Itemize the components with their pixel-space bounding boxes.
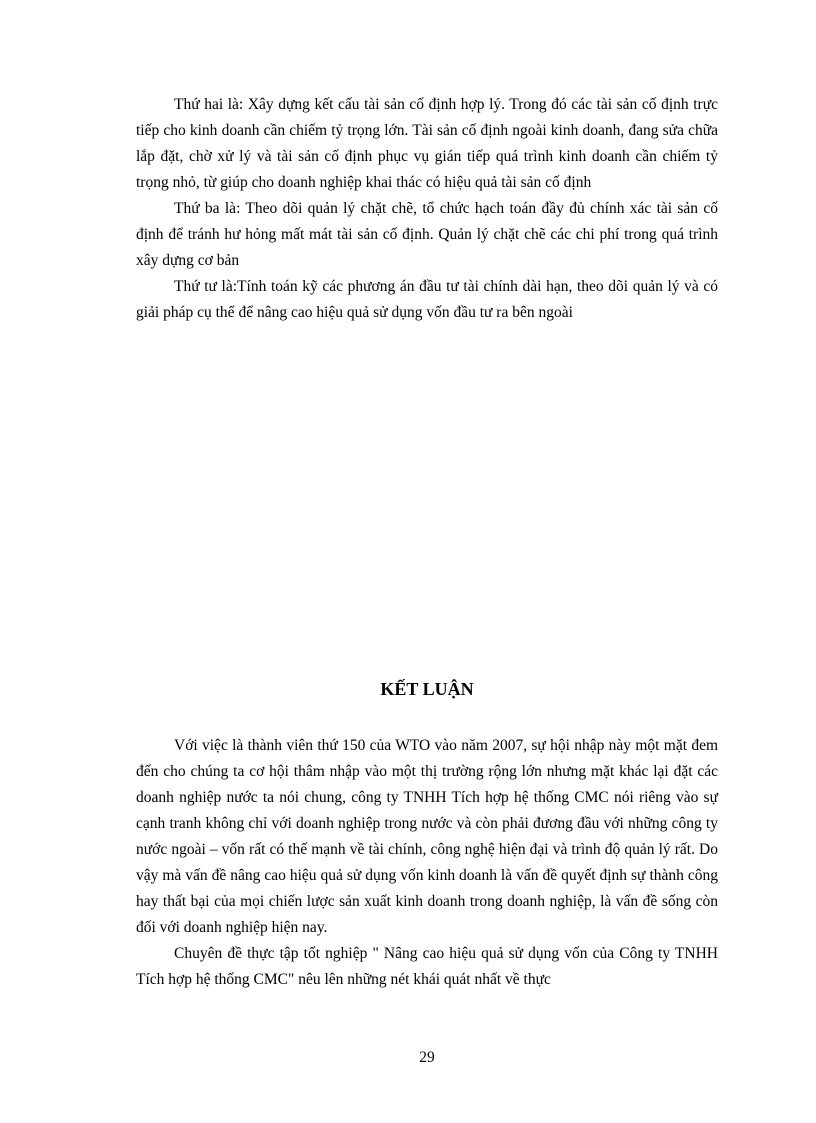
section-heading-ket-luan: KẾT LUẬN: [380, 679, 474, 699]
body-text-top: [136, 92, 718, 326]
body-text-conclusion: [136, 733, 718, 993]
paragraph-thu-tu: Thứ tư là:Tính toán kỹ các phương án đầu tư tài chính dài hạn, theo dõi quản lý và có giải pháp cụ thể để nâng cao hiệu quả sử dụng vốn đầu tư ra bên ngoài: [136, 278, 718, 321]
paragraph-conclusion-2: Chuyên đề thực tập tốt nghiệp " Nâng cao hiệu quả sử dụng vốn của Công ty TNHH Tích hợp hệ thống CMC" nêu lên những nét khái quát nhất về thực: [136, 945, 718, 988]
paragraph-conclusion-1: Với việc là thành viên thứ 150 của WTO vào năm 2007, sự hội nhập này một mặt đem đến cho chúng ta cơ hội thâm nhập vào một thị trường rộng lớn nhưng mặt khác lại đặt các doanh nghiệp nước ta nói chung, công ty TNHH Tích hợp hệ thống CMC nói riêng vào sự cạnh tranh không chỉ với doanh nghiệp trong nước và còn phải đương đầu với những công ty nước ngoài – vốn rất có thế mạnh về tài chính, công nghệ hiện đại và trình độ quản lý rất. Do vậy mà vấn đề nâng cao hiệu quả sử dụng vốn kinh doanh là vấn đề quyết định sự thành công hay thất bại của mọi chiến lược sản xuất kinh doanh trong doanh nghiệp, là vấn đề sống còn đối với doanh nghiệp hiện nay.: [136, 737, 718, 936]
paragraph-thu-ba: Thứ ba là: Theo dõi quản lý chặt chẽ, tổ chức hạch toán đầy đủ chính xác tài sản cố định để tránh hư hỏng mất mát tài sản cố định. Quản lý chặt chẽ các chi phí trong quá trình xây dựng cơ bản: [136, 200, 718, 269]
page-number: 29: [419, 1049, 435, 1066]
paragraph-thu-hai: Thứ hai là: Xây dựng kết cấu tài sản cố định hợp lý. Trong đó các tài sản cố định trực tiếp cho kinh doanh cần chiếm tỷ trọng lớn. Tài sản cố định ngoài kinh doanh, đang sửa chữa lắp đặt, chờ xử lý và tài sản cố định phục vụ gián tiếp quá trình kinh doanh cần chiếm tỷ trọng nhỏ, từ giúp cho doanh nghiệp khai thác có hiệu quả tài sản cố định: [136, 96, 718, 191]
